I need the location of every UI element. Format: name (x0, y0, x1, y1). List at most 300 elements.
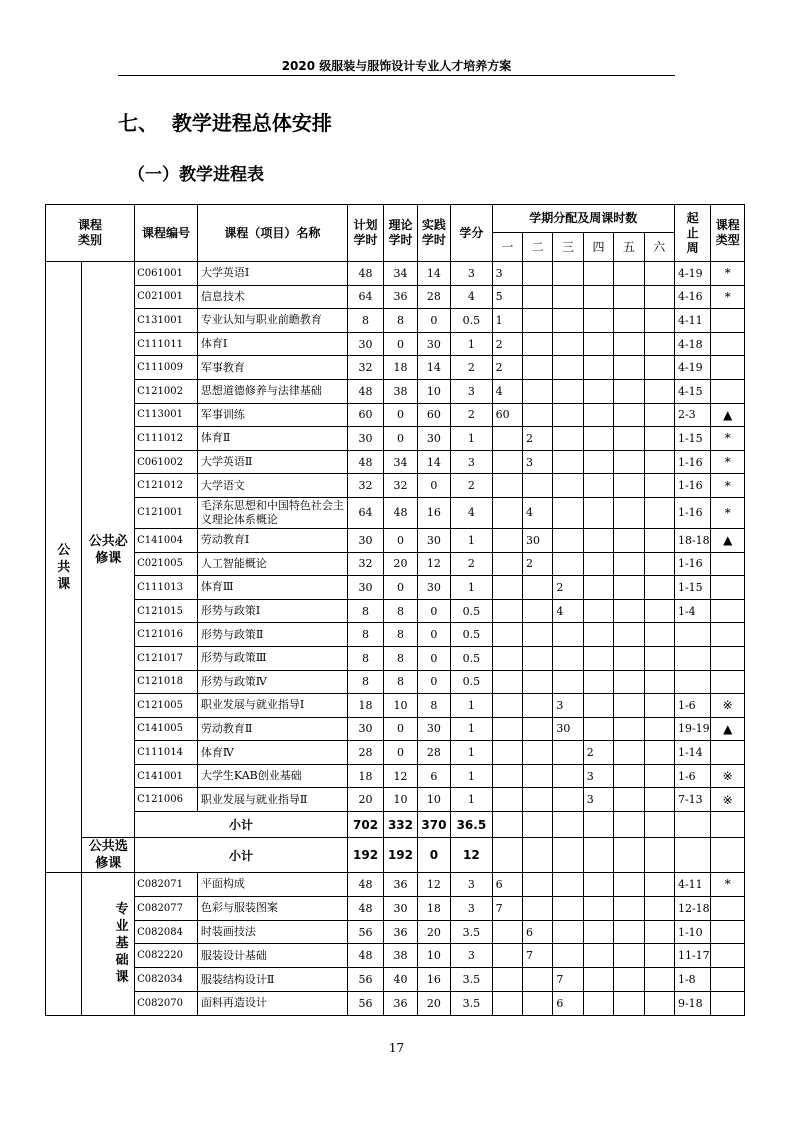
theory-hours-cell: 32 (384, 474, 417, 498)
semester-hours-cell: 60 (492, 403, 522, 427)
semester-hours-cell (583, 968, 613, 992)
credit-cell: 4 (451, 285, 493, 309)
theory-hours-cell: 34 (384, 262, 417, 286)
credit-cell: 3 (451, 450, 493, 474)
semester-hours-cell (614, 474, 644, 498)
semester-hours-cell (492, 717, 522, 741)
weeks-cell (674, 623, 710, 647)
course-name-cell: 形势与政策Ⅰ (197, 599, 347, 623)
semester-hours-cell (644, 285, 674, 309)
empty-cell (674, 812, 710, 838)
semester-hours-cell (583, 717, 613, 741)
planned-hours-cell: 30 (347, 576, 383, 600)
weeks-cell (674, 646, 710, 670)
course-type-cell (711, 968, 745, 992)
subtotal-practice-cell: 0 (417, 838, 450, 873)
semester-hours-cell (583, 920, 613, 944)
semester-hours-cell (614, 497, 644, 528)
semester-hours-cell (523, 968, 553, 992)
table-row (46, 944, 745, 968)
subtotal-theory-cell: 192 (384, 838, 417, 873)
weeks-cell: 1-8 (674, 968, 710, 992)
course-code-cell: C141004 (135, 528, 198, 552)
planned-hours-cell: 32 (347, 356, 383, 380)
semester-hours-cell (644, 670, 674, 694)
practice-hours-cell: 28 (417, 741, 450, 765)
semester-hours-cell (553, 896, 583, 920)
col-header-name: 课程（项目）名称 (197, 205, 347, 262)
semester-hours-cell (492, 552, 522, 576)
course-name-cell: 体育Ⅱ (197, 427, 347, 451)
semester-hours-cell (523, 764, 553, 788)
table-row (46, 497, 745, 528)
table-row (46, 920, 745, 944)
planned-hours-cell: 30 (347, 427, 383, 451)
semester-hours-cell (583, 944, 613, 968)
course-name-cell: 时装画技法 (197, 920, 347, 944)
course-name-cell: 服装结构设计Ⅱ (197, 968, 347, 992)
semester-hours-cell (523, 623, 553, 647)
semester-hours-cell (644, 873, 674, 897)
semester-hours-cell (614, 920, 644, 944)
weeks-cell: 4-16 (674, 285, 710, 309)
semester-header: 五 (614, 233, 644, 262)
weeks-cell: 1-15 (674, 427, 710, 451)
practice-hours-cell: 30 (417, 576, 450, 600)
semester-hours-cell (583, 403, 613, 427)
weeks-cell: 1-6 (674, 694, 710, 718)
planned-hours-cell: 18 (347, 764, 383, 788)
practice-hours-cell: 16 (417, 497, 450, 528)
subtotal-planned-cell: 702 (347, 812, 383, 838)
planned-hours-cell: 48 (347, 379, 383, 403)
course-name-cell: 色彩与服装图案 (197, 896, 347, 920)
semester-hours-cell (553, 474, 583, 498)
planned-hours-cell: 48 (347, 262, 383, 286)
practice-hours-cell: 0 (417, 646, 450, 670)
semester-hours-cell: 3 (492, 262, 522, 286)
course-name-cell: 体育Ⅳ (197, 741, 347, 765)
table-row (46, 788, 745, 812)
semester-hours-cell (614, 332, 644, 356)
semester-hours-cell (523, 741, 553, 765)
col-header-practice-hours: 实践学时 (417, 205, 450, 262)
course-type-cell: ※ (711, 694, 745, 718)
course-type-cell (711, 552, 745, 576)
semester-hours-cell (523, 285, 553, 309)
semester-hours-cell (492, 788, 522, 812)
weeks-cell: 4-19 (674, 262, 710, 286)
empty-cell (523, 838, 553, 873)
semester-hours-cell (553, 403, 583, 427)
practice-hours-cell: 8 (417, 694, 450, 718)
weeks-cell: 12-18 (674, 896, 710, 920)
table-row (46, 552, 745, 576)
theory-hours-cell: 0 (384, 741, 417, 765)
credit-cell: 3 (451, 896, 493, 920)
credit-cell: 3.5 (451, 992, 493, 1016)
subtotal-theory-cell: 332 (384, 812, 417, 838)
table-row (46, 474, 745, 498)
theory-hours-cell: 8 (384, 646, 417, 670)
category-public-required-cell (82, 262, 135, 838)
empty-cell (553, 812, 583, 838)
planned-hours-cell: 48 (347, 450, 383, 474)
course-type-cell (711, 670, 745, 694)
course-code-cell: C113001 (135, 403, 198, 427)
weeks-cell: 9-18 (674, 992, 710, 1016)
empty-cell (644, 812, 674, 838)
semester-hours-cell (553, 944, 583, 968)
practice-hours-cell: 16 (417, 968, 450, 992)
table-row (46, 309, 745, 333)
course-code-cell: C082034 (135, 968, 198, 992)
practice-hours-cell: 12 (417, 552, 450, 576)
semester-hours-cell (492, 741, 522, 765)
practice-hours-cell: 0 (417, 309, 450, 333)
weeks-cell: 2-3 (674, 403, 710, 427)
theory-hours-cell: 8 (384, 670, 417, 694)
planned-hours-cell: 8 (347, 670, 383, 694)
table-row (46, 332, 745, 356)
semester-hours-cell (523, 788, 553, 812)
course-type-cell: ※ (711, 788, 745, 812)
theory-hours-cell: 48 (384, 497, 417, 528)
course-code-cell: C111011 (135, 332, 198, 356)
semester-hours-cell: 7 (492, 896, 522, 920)
credit-cell: 3 (451, 379, 493, 403)
category-public-cell (46, 262, 82, 873)
semester-hours-cell: 2 (523, 552, 553, 576)
table-row (46, 764, 745, 788)
semester-hours-cell: 3 (553, 694, 583, 718)
weeks-cell: 18-18 (674, 528, 710, 552)
semester-hours-cell: 30 (523, 528, 553, 552)
course-code-cell: C111009 (135, 356, 198, 380)
subtotal-credit-cell: 12 (451, 838, 493, 873)
weeks-cell: 1-16 (674, 450, 710, 474)
table-row (46, 356, 745, 380)
practice-hours-cell: 10 (417, 944, 450, 968)
credit-cell: 1 (451, 764, 493, 788)
col-header-weeks: 起止周 (674, 205, 710, 262)
course-type-cell (711, 623, 745, 647)
course-type-cell: * (711, 474, 745, 498)
course-type-cell (711, 309, 745, 333)
table-row (46, 873, 745, 897)
semester-hours-cell (644, 646, 674, 670)
semester-hours-cell (644, 717, 674, 741)
subtotal-planned-cell: 192 (347, 838, 383, 873)
planned-hours-cell: 20 (347, 788, 383, 812)
planned-hours-cell: 8 (347, 309, 383, 333)
semester-header: 四 (583, 233, 613, 262)
running-header: 2020 级服装与服饰设计专业人才培养方案 (281, 59, 512, 73)
semester-hours-cell (644, 497, 674, 528)
credit-cell: 3.5 (451, 968, 493, 992)
course-type-cell: * (711, 873, 745, 897)
course-code-cell: C141005 (135, 717, 198, 741)
course-name-cell: 劳动教育Ⅱ (197, 717, 347, 741)
credit-cell: 2 (451, 356, 493, 380)
course-type-cell (711, 356, 745, 380)
table-row (46, 262, 745, 286)
practice-hours-cell: 0 (417, 599, 450, 623)
planned-hours-cell: 8 (347, 599, 383, 623)
theory-hours-cell: 38 (384, 379, 417, 403)
semester-hours-cell (492, 576, 522, 600)
semester-hours-cell (553, 309, 583, 333)
semester-hours-cell (523, 332, 553, 356)
course-name-cell: 思想道德修养与法律基础 (197, 379, 347, 403)
semester-hours-cell (644, 599, 674, 623)
course-type-cell (711, 944, 745, 968)
semester-hours-cell: 3 (523, 450, 553, 474)
semester-hours-cell (583, 309, 613, 333)
semester-header: 一 (492, 233, 522, 262)
credit-cell: 1 (451, 427, 493, 451)
course-type-cell (711, 992, 745, 1016)
planned-hours-cell: 18 (347, 694, 383, 718)
table-row (46, 427, 745, 451)
weeks-cell: 4-15 (674, 379, 710, 403)
semester-hours-cell (644, 379, 674, 403)
semester-hours-cell (492, 764, 522, 788)
planned-hours-cell: 32 (347, 552, 383, 576)
semester-hours-cell (553, 528, 583, 552)
semester-hours-cell (553, 670, 583, 694)
course-name-cell: 形势与政策Ⅲ (197, 646, 347, 670)
semester-hours-cell (492, 968, 522, 992)
planned-hours-cell: 28 (347, 741, 383, 765)
col-header-planned-hours: 计划学时 (347, 205, 383, 262)
weeks-cell: 4-11 (674, 873, 710, 897)
semester-hours-cell (614, 741, 644, 765)
practice-hours-cell: 30 (417, 427, 450, 451)
course-code-cell: C121001 (135, 497, 198, 528)
planned-hours-cell: 64 (347, 285, 383, 309)
empty-cell (583, 838, 613, 873)
table-row (46, 694, 745, 718)
course-name-cell: 平面构成 (197, 873, 347, 897)
practice-hours-cell: 18 (417, 896, 450, 920)
course-code-cell: C121018 (135, 670, 198, 694)
section-title: 七、 教学进程总体安排 (118, 111, 332, 135)
credit-cell: 1 (451, 741, 493, 765)
theory-hours-cell: 0 (384, 528, 417, 552)
empty-cell (492, 812, 522, 838)
weeks-cell: 1-10 (674, 920, 710, 944)
semester-hours-cell (523, 356, 553, 380)
semester-hours-cell (492, 670, 522, 694)
credit-cell: 0.5 (451, 599, 493, 623)
semester-hours-cell (553, 764, 583, 788)
semester-hours-cell (553, 427, 583, 451)
semester-hours-cell: 2 (492, 356, 522, 380)
semester-hours-cell (583, 379, 613, 403)
semester-hours-cell (644, 427, 674, 451)
semester-hours-cell (553, 920, 583, 944)
semester-hours-cell (523, 379, 553, 403)
theory-hours-cell: 0 (384, 576, 417, 600)
credit-cell: 0.5 (451, 670, 493, 694)
weeks-cell: 19-19 (674, 717, 710, 741)
theory-hours-cell: 20 (384, 552, 417, 576)
planned-hours-cell: 64 (347, 497, 383, 528)
credit-cell: 3 (451, 873, 493, 897)
credit-cell: 4 (451, 497, 493, 528)
semester-hours-cell (553, 497, 583, 528)
course-code-cell: C021005 (135, 552, 198, 576)
semester-hours-cell: 6 (523, 920, 553, 944)
semester-hours-cell: 2 (553, 576, 583, 600)
course-code-cell: C021001 (135, 285, 198, 309)
credit-cell: 1 (451, 528, 493, 552)
planned-hours-cell: 8 (347, 623, 383, 647)
course-name-cell: 劳动教育Ⅰ (197, 528, 347, 552)
table-row (46, 623, 745, 647)
semester-hours-cell (614, 309, 644, 333)
subtotal-label-cell: 小计 (135, 838, 348, 873)
weeks-cell: 1-15 (674, 576, 710, 600)
semester-hours-cell (583, 474, 613, 498)
empty-cell (674, 838, 710, 873)
planned-hours-cell: 48 (347, 896, 383, 920)
course-code-cell: C121017 (135, 646, 198, 670)
semester-hours-cell (583, 285, 613, 309)
theory-hours-cell: 8 (384, 309, 417, 333)
table-row (46, 896, 745, 920)
practice-hours-cell: 30 (417, 528, 450, 552)
semester-hours-cell (614, 599, 644, 623)
semester-hours-cell: 7 (553, 968, 583, 992)
weeks-cell: 11-17 (674, 944, 710, 968)
semester-hours-cell (523, 873, 553, 897)
empty-cell (523, 812, 553, 838)
semester-hours-cell (644, 992, 674, 1016)
credit-cell: 1 (451, 788, 493, 812)
semester-hours-cell (644, 332, 674, 356)
table-body (46, 262, 745, 1016)
theory-hours-cell: 0 (384, 717, 417, 741)
semester-hours-cell (553, 379, 583, 403)
semester-hours-cell (523, 403, 553, 427)
semester-hours-cell (614, 552, 644, 576)
course-name-cell: 人工智能概论 (197, 552, 347, 576)
course-type-cell (711, 576, 745, 600)
semester-hours-cell (523, 646, 553, 670)
semester-hours-cell (614, 646, 644, 670)
course-code-cell: C111013 (135, 576, 198, 600)
semester-hours-cell (523, 599, 553, 623)
category-professional-basic-label: 专业基础课 (115, 902, 129, 986)
table-row (46, 646, 745, 670)
planned-hours-cell: 30 (347, 332, 383, 356)
course-type-cell: ※ (711, 764, 745, 788)
semester-hours-cell (614, 576, 644, 600)
course-name-cell: 军事教育 (197, 356, 347, 380)
planned-hours-cell: 30 (347, 717, 383, 741)
semester-hours-cell (492, 497, 522, 528)
semester-hours-cell (523, 262, 553, 286)
semester-hours-cell (644, 968, 674, 992)
semester-hours-cell: 2 (583, 741, 613, 765)
semester-hours-cell (492, 450, 522, 474)
semester-hours-cell (614, 427, 644, 451)
course-type-cell: * (711, 427, 745, 451)
course-type-cell: ▲ (711, 717, 745, 741)
semester-header: 二 (523, 233, 553, 262)
elective-subtotal-row (46, 838, 745, 873)
semester-hours-cell (644, 920, 674, 944)
theory-hours-cell: 30 (384, 896, 417, 920)
theory-hours-cell: 36 (384, 992, 417, 1016)
category-public-required-label: 公共必修课 (88, 533, 128, 566)
practice-hours-cell: 14 (417, 262, 450, 286)
subtotal-practice-cell: 370 (417, 812, 450, 838)
practice-hours-cell: 0 (417, 670, 450, 694)
planned-hours-cell: 56 (347, 968, 383, 992)
semester-hours-cell (553, 788, 583, 812)
subtotal-label-cell: 小计 (135, 812, 348, 838)
semester-hours-cell (614, 717, 644, 741)
semester-hours-cell (644, 528, 674, 552)
planned-hours-cell: 8 (347, 646, 383, 670)
course-name-cell: 大学英语Ⅰ (197, 262, 347, 286)
semester-hours-cell (614, 968, 644, 992)
course-name-cell: 职业发展与就业指导Ⅰ (197, 694, 347, 718)
semester-hours-cell (614, 450, 644, 474)
table-row (46, 670, 745, 694)
semester-hours-cell (614, 694, 644, 718)
credit-cell: 1 (451, 576, 493, 600)
credit-cell: 2 (451, 403, 493, 427)
weeks-cell (674, 670, 710, 694)
semester-hours-cell (583, 992, 613, 1016)
table-row (46, 599, 745, 623)
semester-hours-cell (492, 474, 522, 498)
credit-cell: 3 (451, 262, 493, 286)
table-row (46, 968, 745, 992)
table-row (46, 717, 745, 741)
course-code-cell: C061002 (135, 450, 198, 474)
semester-hours-cell: 1 (492, 309, 522, 333)
semester-hours-cell (614, 764, 644, 788)
semester-hours-cell (492, 599, 522, 623)
semester-hours-cell (553, 262, 583, 286)
semester-hours-cell (583, 623, 613, 647)
col-header-credits: 学分 (451, 205, 493, 262)
course-code-cell: C141001 (135, 764, 198, 788)
semester-hours-cell (553, 741, 583, 765)
theory-hours-cell: 0 (384, 332, 417, 356)
semester-hours-cell (583, 332, 613, 356)
weeks-cell: 1-16 (674, 552, 710, 576)
semester-hours-cell (583, 670, 613, 694)
practice-hours-cell: 60 (417, 403, 450, 427)
semester-hours-cell (553, 285, 583, 309)
semester-hours-cell (644, 764, 674, 788)
course-name-cell: 职业发展与就业指导Ⅱ (197, 788, 347, 812)
course-name-cell: 大学生KAB创业基础 (197, 764, 347, 788)
course-code-cell: C121012 (135, 474, 198, 498)
col-header-semester-group: 学期分配及周课时数 (492, 205, 674, 233)
semester-hours-cell (644, 356, 674, 380)
semester-hours-cell (644, 403, 674, 427)
course-code-cell: C121006 (135, 788, 198, 812)
semester-hours-cell (583, 576, 613, 600)
weeks-cell: 4-18 (674, 332, 710, 356)
